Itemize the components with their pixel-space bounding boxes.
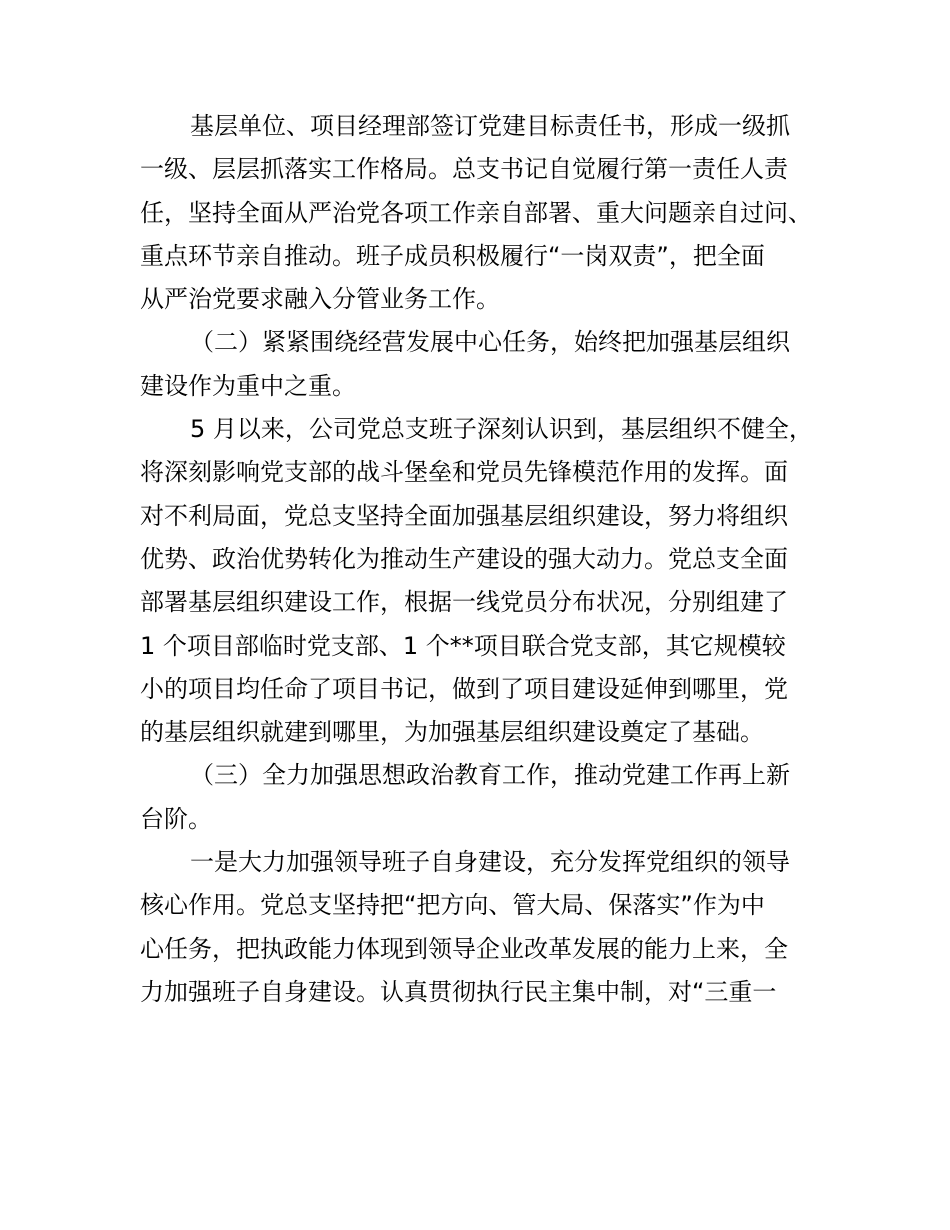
paragraph-line: 任，坚持全面从严治党各项工作亲自部署、重大问题亲自过问、 <box>140 198 812 227</box>
paragraph-line: 的基层组织就建到哪里，为加强基层组织建设奠定了基础。 <box>140 718 764 747</box>
document-body <box>140 105 840 1014</box>
section-heading-line: 建设作为重中之重。 <box>140 371 356 400</box>
paragraph-line: 一是大力加强领导班子自身建设，充分发挥党组织的领导 <box>190 848 790 877</box>
paragraph-line: 心任务，把执政能力体现到领导企业改革发展的能力上来，全 <box>140 934 788 963</box>
paragraph-line: 力加强班子自身建设。认真贯彻执行民主集中制，对“三重一 <box>140 977 777 1006</box>
paragraph-line: 重点环节亲自推动。班子成员积极履行“一岗双责”，把全面 <box>140 241 765 270</box>
section-heading-line: （二）紧紧围绕经营发展中心任务，始终把加强基层组织 <box>190 328 790 357</box>
section-heading-line: 台阶。 <box>140 804 212 833</box>
paragraph-line: 一级、层层抓落实工作格局。总支书记自觉履行第一责任人责 <box>140 155 788 184</box>
section-heading-line: （三）全力加强思想政治教育工作，推动党建工作再上新 <box>190 761 790 790</box>
paragraph-line: 从严治党要求融入分管业务工作。 <box>140 285 500 314</box>
paragraph-line: 核心作用。党总支坚持把“把方向、管大局、保落实”作为中 <box>140 891 765 920</box>
paragraph-line: 部署基层组织建设工作，根据一线党员分布状况，分别组建了 <box>140 588 788 617</box>
paragraph-line: 基层单位、项目经理部签订党建目标责任书，形成一级抓 <box>190 112 790 140</box>
paragraph-line: 5 月以来，公司党总支班子深刻认识到，基层组织不健全， <box>190 415 813 444</box>
paragraph-line: 1 个项目部临时党支部、1 个**项目联合党支部，其它规模较 <box>140 631 786 660</box>
paragraph-line: 将深刻影响党支部的战斗堡垒和党员先锋模范作用的发挥。面 <box>140 458 788 487</box>
paragraph-line: 优势、政治优势转化为推动生产建设的强大动力。党总支全面 <box>140 544 788 573</box>
paragraph-line: 对不利局面，党总支坚持全面加强基层组织建设，努力将组织 <box>140 501 788 530</box>
paragraph-line: 小的项目均任命了项目书记，做到了项目建设延伸到哪里，党 <box>140 674 788 703</box>
